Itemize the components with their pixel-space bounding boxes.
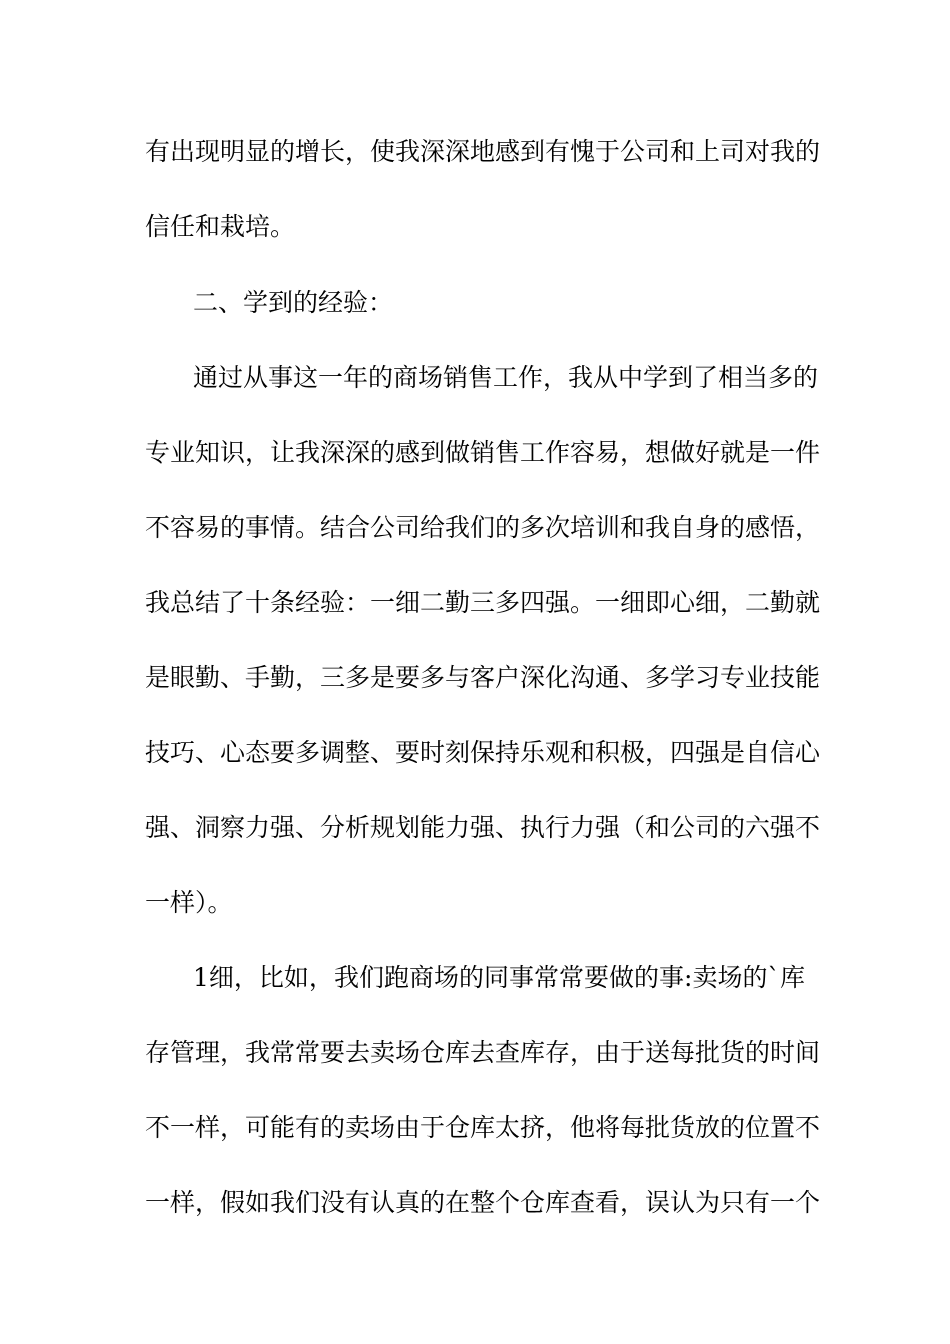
body-line-2: 信任和栽培。 [145,212,296,241]
body-line-14: 不一样，可能有的卖场由于仓库太挤，他将每批货放的位置不 [145,1113,821,1142]
body-line-1: 有出现明显的增长，使我深深地感到有愧于公司和上司对我的 [145,137,821,166]
body-line-9: 技巧、心态要多调整、要时刻保持乐观和积极，四强是自信心 [145,738,821,767]
body-line-4: 通过从事这一年的商场销售工作，我从中学到了相当多的 [193,363,819,392]
body-line-15: 一样，假如我们没有认真的在整个仓库查看，误认为只有一个 [145,1188,821,1217]
body-line-5: 专业知识，让我深深的感到做销售工作容易，想做好就是一件 [145,438,821,467]
body-line-10: 强、洞察力强、分析规划能力强、执行力强（和公司的六强不 [145,813,821,842]
body-line-11: 一样）。 [145,888,233,917]
section-heading: 二、学到的经验： [193,288,394,317]
body-line-7: 我总结了十条经验：一细二勤三多四强。一细即心细，二勤就 [145,588,821,617]
body-line-8: 是眼勤、手勤，三多是要多与客户深化沟通、多学习专业技能 [145,663,821,692]
body-line-12: 1细，比如，我们跑商场的同事常常要做的事:卖场的`库 [193,963,805,992]
body-line-6: 不容易的事情。结合公司给我们的多次培训和我自身的感悟， [145,513,821,542]
body-line-13: 存管理，我常常要去卖场仓库去查库存，由于送每批货的时间 [145,1038,821,1067]
